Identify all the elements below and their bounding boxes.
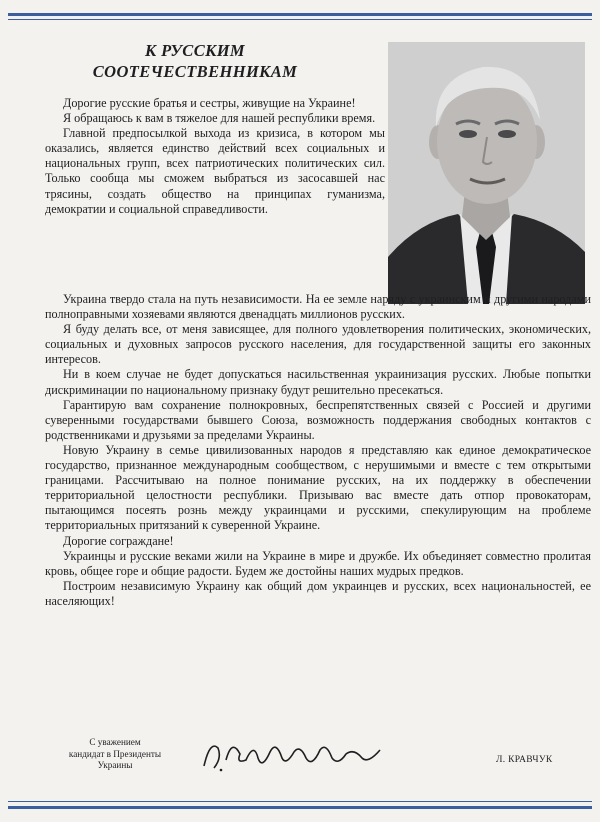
paragraph: Я обращаюсь к вам в тяжелое для нашей республики время. <box>63 111 376 126</box>
portrait-illustration <box>388 42 585 304</box>
paragraph: Главной предпосылкой выхода из кризиса, в котором мы оказались, является единство действий всех социальных и национальных групп, всех патриотических политических сил. Только сообща мы сможем выбраться из засосавшей нас трясины, создать общество на принципах гуманизма, демократии и социальной справедливости. <box>45 126 385 216</box>
top-rule <box>8 13 592 16</box>
bottom-rule-thin <box>8 801 592 802</box>
paragraph: Дорогие сограждане! <box>63 533 174 548</box>
regards-block <box>45 737 185 772</box>
bottom-rule <box>8 806 592 809</box>
portrait-photo <box>388 42 585 304</box>
handwritten-signature-icon <box>196 730 396 776</box>
signer-name: Л. КРАВЧУК <box>496 755 553 765</box>
top-rule-thin <box>8 19 592 20</box>
paragraph: Построим независимую Украину как общий дом украинцев и русских, всех национальностей, ее населяющих! <box>45 578 591 608</box>
regards-line: Украины <box>97 760 133 770</box>
letter-body <box>45 292 591 609</box>
paragraph: Я буду делать все, от меня зависящее, для полного удовлетворения политических, экономических, социальных и духовных запросов русского населения, для государственной защиты его законных интересов. <box>45 322 591 367</box>
page-title <box>60 40 330 82</box>
paragraph: Украинцы и русские веками жили на Украине в мире и дружбе. Их объединяет совместно пролитая кровь, общее горе и общие радости. Будем же достойны наших мудрых предков. <box>45 548 591 578</box>
title-line-1: К РУССКИМ <box>144 41 245 60</box>
paragraph: Новую Украину в семье цивилизованных народов я представляю как единое демократическое государство, признанное международным сообществом, с нерушимыми и вместе с тем открытыми границами. Рассчитываю на полное понимание русских, на их поддержку в обеспечении территориальной целостности республики. Призываю вас вместе дать отпор провокаторам, пытающимся посеять рознь между украинцами и русскими, спекулирующим на проблеме территориальных притязаний к суверенной Украине. <box>45 442 591 533</box>
letter-intro <box>45 96 385 217</box>
paragraph: Украина твердо стала на путь независимости. На ее земле наряду с украинским и другими народами полноправными хозяевами являются двенадцать миллионов русских. <box>45 292 591 322</box>
regards-line: кандидат в Президенты <box>68 748 162 759</box>
paragraph: Дорогие русские братья и сестры, живущие на Украине! <box>63 96 356 110</box>
title-line-2: СООТЕЧЕСТВЕННИКАМ <box>92 62 298 81</box>
regards-line: С уважением <box>89 737 141 747</box>
paragraph: Ни в коем случае не будет допускаться насильственная украинизация русских. Любые попытки дискриминации по национальному признаку будут решительно пресекаться. <box>45 367 591 397</box>
paragraph: Гарантирую вам сохранение полнокровных, беспрепятственных связей с Россией и другими суверенными государствами бывшего Союза, возможность поддержания свободных контактов с родственниками и друзьями за пределами Украины. <box>45 397 591 442</box>
